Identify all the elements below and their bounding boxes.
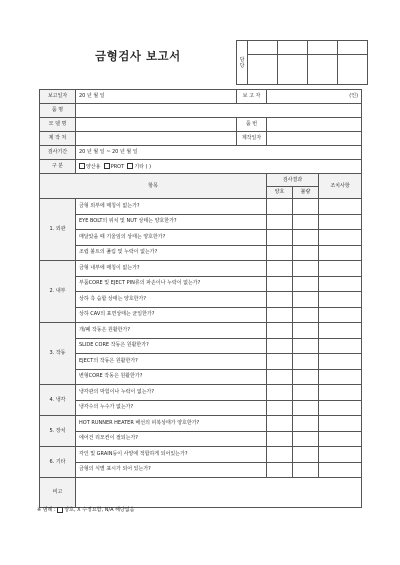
bad-check-cell[interactable] — [293, 261, 319, 277]
action-cell[interactable] — [319, 447, 362, 463]
reporter-value[interactable]: (인) — [267, 90, 362, 104]
inspect-period-label: 검사기간 — [40, 146, 76, 160]
good-check-cell[interactable] — [267, 400, 293, 416]
good-check-cell[interactable] — [267, 338, 293, 354]
maker-date-value[interactable] — [267, 132, 362, 146]
action-cell[interactable] — [319, 323, 362, 339]
approval-sign-cell[interactable] — [248, 55, 278, 85]
bad-check-cell[interactable] — [293, 230, 319, 246]
remarks-value[interactable] — [76, 478, 362, 508]
action-cell[interactable] — [319, 369, 362, 385]
good-check-cell[interactable] — [267, 431, 293, 447]
group-label: 5. 장치 — [40, 416, 76, 447]
bad-check-cell[interactable] — [293, 323, 319, 339]
approval-sign-cell[interactable] — [308, 55, 338, 85]
mold-name-value[interactable] — [76, 118, 237, 132]
remarks-label: 비고 — [40, 478, 76, 508]
checklist-item: 변형CORE 작동은 원활한가? — [76, 369, 267, 385]
bad-header: 불량 — [293, 187, 319, 199]
good-check-cell[interactable] — [267, 416, 293, 432]
checklist-item: EYE BOLT의 위치 및 NUT 상태는 양호한가? — [76, 214, 267, 230]
group-label: 1. 외관 — [40, 199, 76, 261]
bad-check-cell[interactable] — [293, 462, 319, 478]
action-cell[interactable] — [319, 276, 362, 292]
action-cell[interactable] — [319, 199, 362, 215]
bad-check-cell[interactable] — [293, 307, 319, 323]
product-name-label: 품 명 — [40, 104, 76, 118]
good-check-cell[interactable] — [267, 385, 293, 401]
good-check-cell[interactable] — [267, 447, 293, 463]
bad-check-cell[interactable] — [293, 292, 319, 308]
checklist-item: HOT RUNNER HEATER 배선의 피복상태가 양호한가? — [76, 416, 267, 432]
action-cell[interactable] — [319, 416, 362, 432]
bad-check-cell[interactable] — [293, 276, 319, 292]
action-cell[interactable] — [319, 261, 362, 277]
group-label: 2. 내부 — [40, 261, 76, 323]
approval-header-cell — [338, 41, 368, 55]
checkbox-icon — [57, 507, 63, 513]
maker-date-label: 제작일자 — [237, 132, 267, 146]
checklist-item: 냉각수의 누수가 없는가? — [76, 400, 267, 416]
approval-label: 담 당 — [237, 41, 248, 85]
action-header: 조치사항 — [319, 174, 362, 199]
inspect-period-value[interactable]: 20 년 월 일 ~ 20 년 월 일 — [76, 146, 362, 160]
reporter-label: 보 고 자 — [237, 90, 267, 104]
category-option[interactable]: 양산용 — [79, 164, 101, 170]
checklist-item: 금형의 식별 표시가 되어 있는가? — [76, 462, 267, 478]
bad-check-cell[interactable] — [293, 416, 319, 432]
action-cell[interactable] — [319, 307, 362, 323]
checklist-item: 매달았을 때 기울임의 상태는 양호한가? — [76, 230, 267, 246]
checklist-item: 상하 측 습합 상태는 양호한가? — [76, 292, 267, 308]
action-cell[interactable] — [319, 292, 362, 308]
good-check-cell[interactable] — [267, 354, 293, 370]
checklist-item: 개/폐 작동은 원활한가? — [76, 323, 267, 339]
action-cell[interactable] — [319, 338, 362, 354]
checklist-item: 에어건 리모컨이 절되는가? — [76, 431, 267, 447]
action-cell[interactable] — [319, 214, 362, 230]
checklist-item: 상하 CAV의 표면상태는 균일한가? — [76, 307, 267, 323]
group-label: 4. 냉각 — [40, 385, 76, 416]
good-check-cell[interactable] — [267, 230, 293, 246]
item-header: 항목 — [40, 174, 267, 199]
part-number-value[interactable] — [267, 118, 362, 132]
action-cell[interactable] — [319, 354, 362, 370]
checklist-item: 금형 내부에 매칭이 없는가? — [76, 261, 267, 277]
product-name-value[interactable] — [76, 104, 362, 118]
approval-sign-cell[interactable] — [338, 55, 368, 85]
bad-check-cell[interactable] — [293, 199, 319, 215]
good-check-cell[interactable] — [267, 276, 293, 292]
action-cell[interactable] — [319, 462, 362, 478]
action-cell[interactable] — [319, 431, 362, 447]
bad-check-cell[interactable] — [293, 385, 319, 401]
action-cell[interactable] — [319, 245, 362, 261]
legend-footer: ※ 범례 : 양호, X 수정요함, N/A 해당없음 — [37, 507, 135, 513]
bad-check-cell[interactable] — [293, 214, 319, 230]
checklist-item: EJECT의 작동은 원활한가? — [76, 354, 267, 370]
bad-check-cell[interactable] — [293, 338, 319, 354]
good-check-cell[interactable] — [267, 214, 293, 230]
category-option[interactable]: PROT — [104, 164, 124, 170]
good-check-cell[interactable] — [267, 261, 293, 277]
category-option[interactable]: 기타 ( ) — [127, 164, 151, 170]
checklist-item: 금형 외부에 매칭이 없는가? — [76, 199, 267, 215]
checkbox-icon[interactable] — [127, 163, 133, 169]
report-date-label: 보고일자 — [40, 90, 76, 104]
category-label: 구 분 — [40, 160, 76, 174]
good-check-cell[interactable] — [267, 369, 293, 385]
checkbox-icon[interactable] — [104, 163, 110, 169]
approval-header-cell — [248, 41, 278, 55]
maker-label: 제 작 처 — [40, 132, 76, 146]
result-header: 검사결과 — [267, 174, 319, 187]
checklist-item: 부품CORE 및 EJECT PIN류의 파손이나 누락이 없는가? — [76, 276, 267, 292]
approval-header-cell — [308, 41, 338, 55]
action-cell[interactable] — [319, 400, 362, 416]
good-header: 양호 — [267, 187, 293, 199]
checkbox-icon[interactable] — [79, 163, 85, 169]
approval-sign-cell[interactable] — [278, 55, 308, 85]
approval-header-cell — [278, 41, 308, 55]
inspection-table — [39, 89, 362, 508]
approval-box — [236, 40, 368, 85]
report-date-value[interactable]: 20 년 월 일 — [76, 90, 237, 104]
bad-check-cell[interactable] — [293, 447, 319, 463]
checklist-item: 조립 볼트의 풀림 및 누락이 없는가? — [76, 245, 267, 261]
good-check-cell[interactable] — [267, 462, 293, 478]
good-check-cell[interactable] — [267, 292, 293, 308]
page-title: 금형검사 보고서 — [95, 49, 181, 63]
bad-check-cell[interactable] — [293, 431, 319, 447]
mold-name-label: 모 델 명 — [40, 118, 76, 132]
maker-value[interactable] — [76, 132, 237, 146]
good-check-cell[interactable] — [267, 323, 293, 339]
checklist-item: 냉각관의 막힘이나 누락이 없는가? — [76, 385, 267, 401]
part-number-label: 품 번 — [237, 118, 267, 132]
bad-check-cell[interactable] — [293, 245, 319, 261]
group-label: 3. 작동 — [40, 323, 76, 385]
good-check-cell[interactable] — [267, 307, 293, 323]
action-cell[interactable] — [319, 385, 362, 401]
bad-check-cell[interactable] — [293, 354, 319, 370]
good-check-cell[interactable] — [267, 199, 293, 215]
group-label: 6. 기타 — [40, 447, 76, 478]
checklist-item: SLIDE CORE 작동은 원활한가? — [76, 338, 267, 354]
bad-check-cell[interactable] — [293, 400, 319, 416]
category-options — [76, 160, 362, 174]
checklist-item: 각인 및 GRAIN등이 사양에 적합하게 되어있는가? — [76, 447, 267, 463]
good-check-cell[interactable] — [267, 245, 293, 261]
bad-check-cell[interactable] — [293, 369, 319, 385]
action-cell[interactable] — [319, 230, 362, 246]
